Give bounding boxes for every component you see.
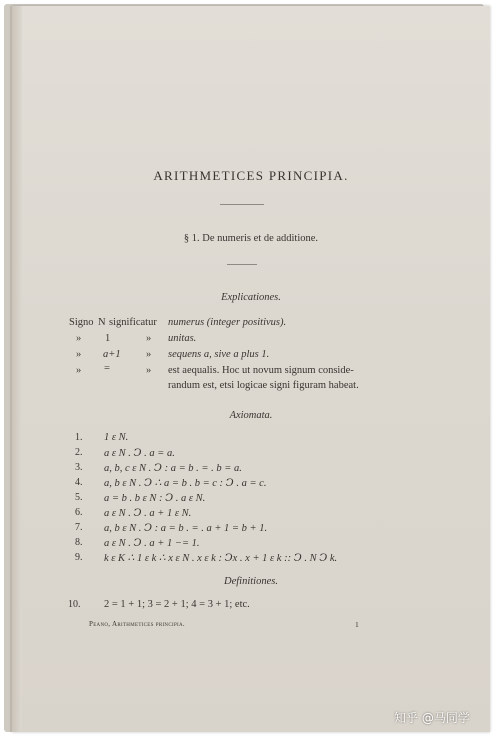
expl-meaning: est aequalis. Hoc ut novum signum conside- <box>168 365 354 376</box>
axiom-number: 5. <box>75 492 83 503</box>
expl-symbol: a+1 <box>103 349 121 360</box>
expl-verb: » <box>146 349 152 360</box>
axiom-number: 3. <box>75 462 83 473</box>
axiom-formula: 1 ε N. <box>104 432 129 443</box>
axiom-formula: a, b, c ε N . Ↄ : a = b . = . b = a. <box>104 463 242 474</box>
axiomata-heading: Axiomata. <box>229 410 273 421</box>
axiom-number: 2. <box>75 447 83 458</box>
expl-verb: » <box>146 333 152 344</box>
zhihu-watermark: 知乎 @马同学 <box>394 711 470 725</box>
page-number: 1 <box>355 620 359 629</box>
axiom-formula: a = b . b ε N : Ↄ . a ε N. <box>104 493 206 504</box>
expl-meaning: sequens a, sive a plus 1. <box>168 349 270 360</box>
expl-symbol: 1 <box>105 333 111 344</box>
section-heading: § 1. De numeris et de additione. <box>183 233 319 244</box>
axiom-number: 6. <box>75 507 83 518</box>
expl-lead: » <box>76 333 82 344</box>
axiom-number: 7. <box>75 522 83 533</box>
axiom-formula: a ε N . Ↄ . a = a. <box>104 448 175 459</box>
expl-meaning: numerus (integer positivus). <box>168 317 287 328</box>
definition-number: 10. <box>68 599 81 610</box>
title-rule <box>220 204 264 205</box>
book-page <box>12 6 490 732</box>
expl-verb: significatur <box>109 317 157 328</box>
axiom-number: 9. <box>75 552 83 563</box>
axiom-formula: a, b ε N . Ↄ : a = b . = . a + 1 = b + 1. <box>104 523 268 534</box>
axiom-formula: a, b ε N . Ↄ ∴ a = b . b = c : Ↄ . a = c. <box>104 478 267 489</box>
definitiones-heading: Definitiones. <box>224 576 278 587</box>
axiom-number: 4. <box>75 477 83 488</box>
expl-meaning: unitas. <box>168 333 197 344</box>
axiom-formula: a ε N . Ↄ . a + 1 ε N. <box>104 508 192 519</box>
axiom-number: 8. <box>75 537 83 548</box>
axiom-formula: a ε N . Ↄ . a + 1 −= 1. <box>104 538 200 549</box>
axiom-formula: k ε K ∴ 1 ε k ∴ x ε N . x ε k : Ↄx . x + 1 ε k :: Ↄ . N Ↄ k. <box>104 553 338 564</box>
axiom-number: 1. <box>75 432 83 443</box>
expl-lead: » <box>76 365 82 376</box>
expl-lead: Signo <box>69 317 94 328</box>
page-title: ARITHMETICES PRINCIPIA. <box>153 168 349 183</box>
expl-continuation: randum est, etsi logicae signi figuram habeat. <box>168 380 359 391</box>
expl-verb: » <box>146 365 152 376</box>
definition-formula: 2 = 1 + 1; 3 = 2 + 1; 4 = 3 + 1; etc. <box>104 599 250 610</box>
expl-symbol: = <box>104 363 110 374</box>
expl-symbol: N <box>98 317 106 328</box>
running-footer: Peano, Arithmetices principia. <box>89 620 185 628</box>
section-rule <box>227 264 257 265</box>
expl-lead: » <box>76 349 82 360</box>
explicationes-heading: Explicationes. <box>221 292 281 303</box>
